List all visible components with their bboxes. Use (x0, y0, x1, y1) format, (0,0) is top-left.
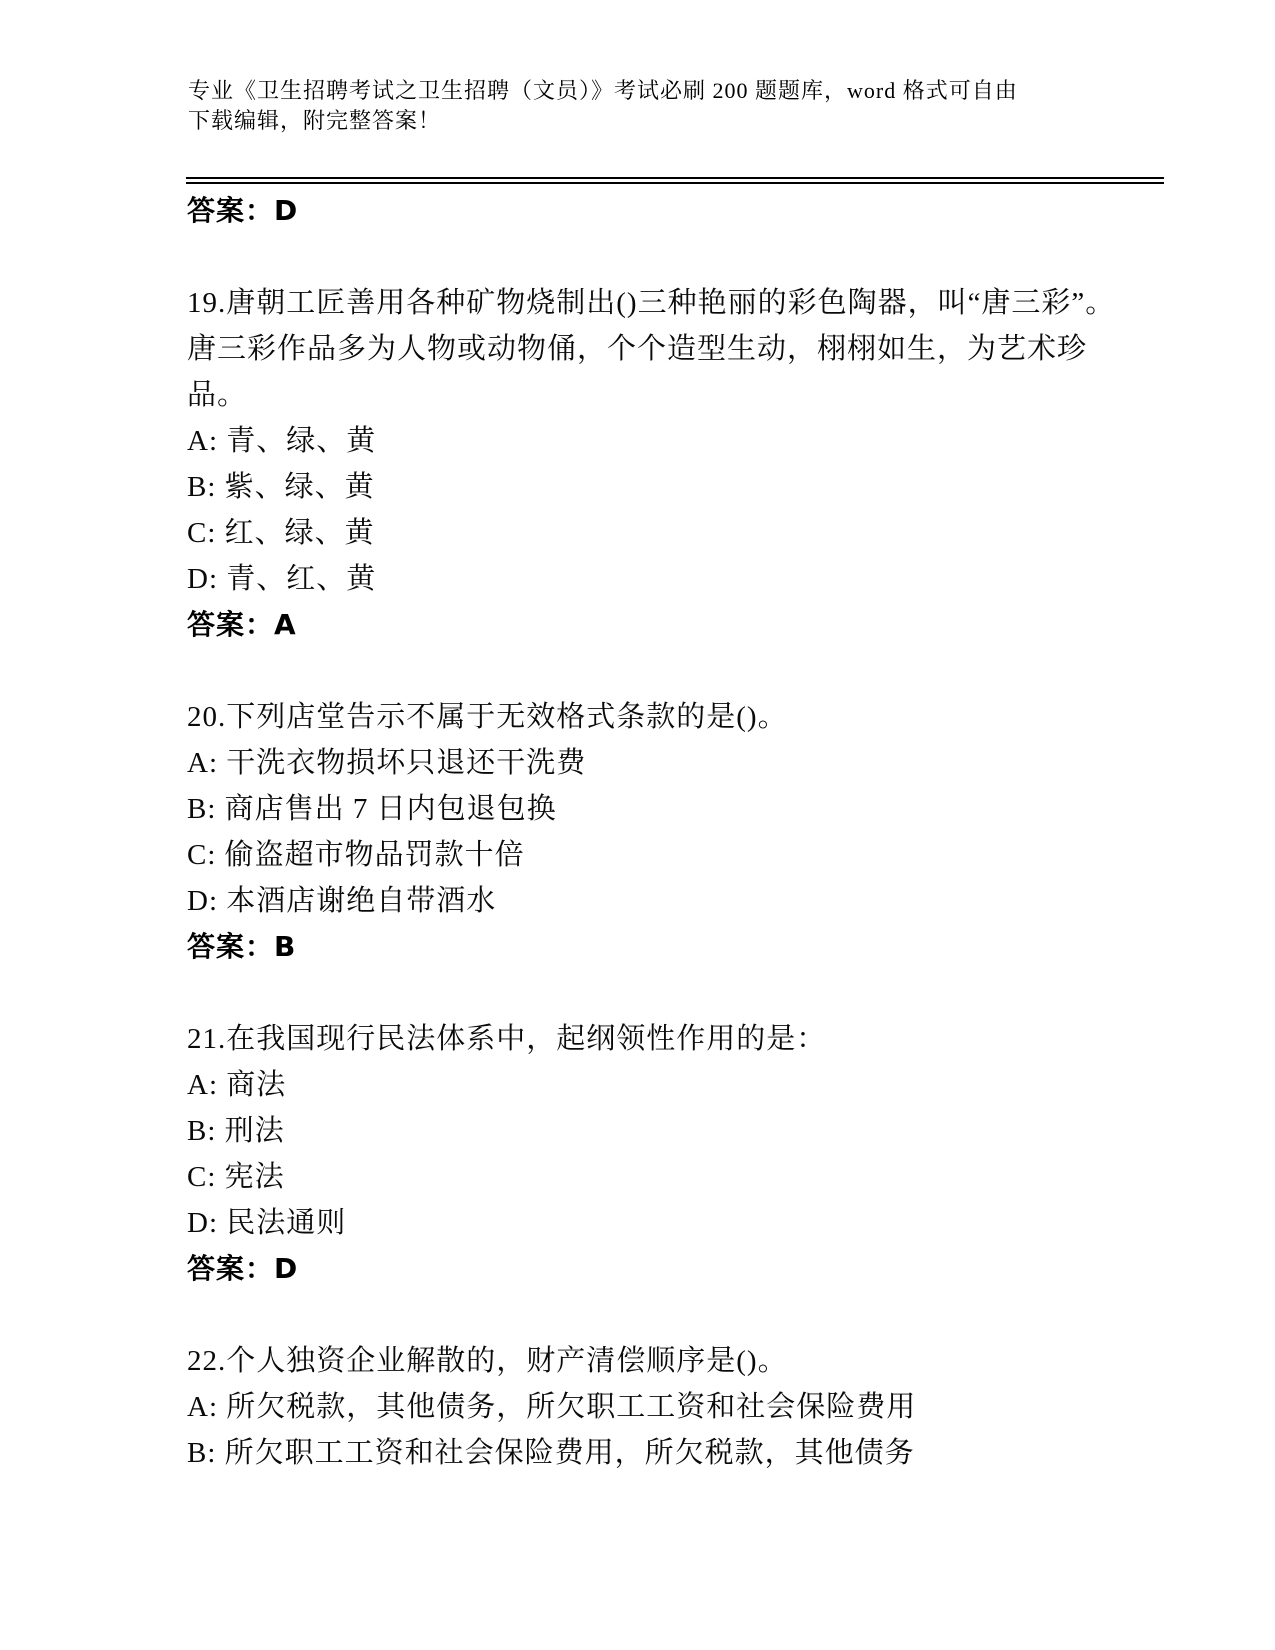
header-text: 专业《卫生招聘考试之卫生招聘（文员）》考试必刷 200 题题库，word 格式可自由下载编辑，附完整答案！ (188, 78, 1018, 133)
paragraph-spacer (187, 970, 1132, 1016)
question-text-22: 22.个人独资企业解散的，财产清偿顺序是()。 (187, 1345, 788, 1377)
paragraph-spacer (187, 234, 1132, 280)
question-21-option-b: B: 刑法 (187, 1115, 285, 1147)
answer-text-q21: 答案：D (187, 1252, 299, 1285)
question-20-option-a: A: 干洗衣物损坏只退还干洗费 (187, 747, 587, 779)
question-19-option-b: B: 紫、绿、黄 (187, 471, 375, 503)
answer-text-q18: 答案：D (187, 194, 299, 227)
question-text-21: 21.在我国现行民法体系中，起纲领性作用的是： (187, 1023, 827, 1055)
page-header (188, 76, 1020, 136)
question-19-option-a: A: 青、绿、黄 (187, 425, 377, 457)
question-21-option-d: D: 民法通则 (187, 1207, 347, 1239)
question-21-option-a: A: 商法 (187, 1069, 287, 1101)
question-text-20: 20.下列店堂告示不属于无效格式条款的是()。 (187, 701, 788, 733)
paragraph-spacer (187, 648, 1132, 694)
question-20-option-b: B: 商店售出 7 日内包退包换 (187, 793, 557, 825)
question-19-option-c: C: 红、绿、黄 (187, 517, 375, 549)
header-divider-double-rule (186, 177, 1164, 184)
question-20-option-c: C: 偷盗超市物品罚款十倍 (187, 839, 525, 871)
answer-text-q20: 答案：B (187, 930, 297, 963)
paragraph-spacer (187, 1292, 1132, 1338)
question-20-option-d: D: 本酒店谢绝自带酒水 (187, 885, 497, 917)
document-body (187, 188, 1132, 1476)
question-21-option-c: C: 宪法 (187, 1161, 285, 1193)
question-19-option-d: D: 青、红、黄 (187, 563, 377, 595)
question-text-19: 19.唐朝工匠善用各种矿物烧制出()三种艳丽的彩色陶器，叫“唐三彩”。唐三彩作品多为人物或动物俑，个个造型生动，栩栩如生，为艺术珍品。 (187, 287, 1116, 411)
question-22-option-a: A: 所欠税款，其他债务，所欠职工工资和社会保险费用 (187, 1391, 917, 1423)
question-22-option-b: B: 所欠职工工资和社会保险费用，所欠税款，其他债务 (187, 1437, 915, 1469)
answer-text-q19: 答案：A (187, 608, 297, 641)
